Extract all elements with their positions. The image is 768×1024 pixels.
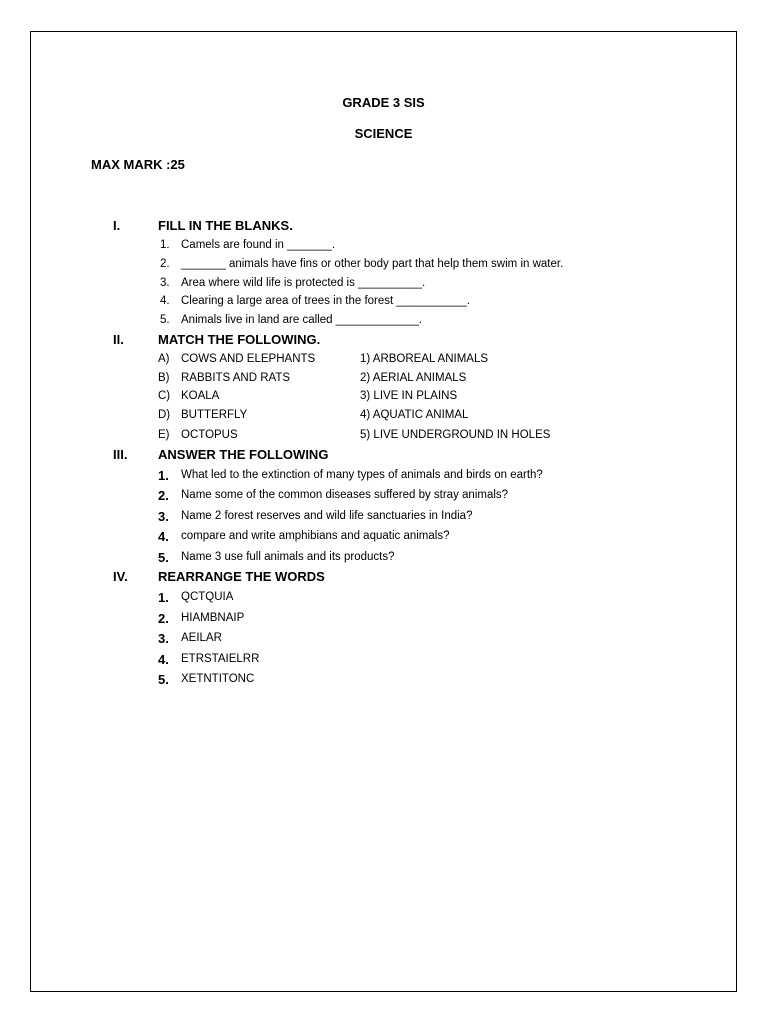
match-row-b-letter: B): [158, 372, 170, 384]
section-2-title: MATCH THE FOLLOWING.: [158, 332, 321, 347]
match-row-d-letter: D): [158, 409, 171, 421]
section-1-number: I.: [113, 218, 121, 233]
s4-item-5-number: 5.: [158, 672, 169, 687]
s4-item-5-text: XETNTITONC: [181, 673, 255, 685]
s1-item-3-number: 3.: [160, 277, 170, 289]
s4-item-4-text: ETRSTAIELRR: [181, 653, 260, 665]
s1-item-4-number: 4.: [160, 295, 170, 307]
match-row-c-left: KOALA: [181, 390, 220, 402]
s3-item-4-text: compare and write amphibians and aquatic animals?: [181, 530, 450, 542]
s1-item-1-number: 1.: [160, 239, 170, 251]
s1-item-3-text: Area where wild life is protected is __________.: [181, 277, 426, 289]
s4-item-3-number: 3.: [158, 631, 169, 646]
match-row-a-letter: A): [158, 353, 170, 365]
section-1-title: FILL IN THE BLANKS.: [158, 218, 293, 233]
s3-item-1-text: What led to the extinction of many types of animals and birds on earth?: [181, 469, 543, 481]
match-row-a-left: COWS AND ELEPHANTS: [181, 353, 316, 365]
subject-title: SCIENCE: [354, 126, 413, 141]
match-row-d-right: 4) AQUATIC ANIMAL: [360, 409, 469, 421]
s4-item-1-number: 1.: [158, 590, 169, 605]
match-row-e-right: 5) LIVE UNDERGROUND IN HOLES: [360, 429, 551, 441]
s4-item-2-number: 2.: [158, 611, 169, 626]
match-row-e-left: OCTOPUS: [181, 429, 238, 441]
s3-item-3-text: Name 2 forest reserves and wild life sanctuaries in India?: [181, 510, 473, 522]
s3-item-3-number: 3.: [158, 509, 169, 524]
match-row-c-right: 3) LIVE IN PLAINS: [360, 390, 458, 402]
s4-item-1-text: QCTQUIA: [181, 591, 234, 603]
s1-item-5-number: 5.: [160, 314, 170, 326]
match-row-c-letter: C): [158, 390, 171, 402]
s3-item-5-number: 5.: [158, 550, 169, 565]
s4-item-2-text: HIAMBNAIP: [181, 612, 245, 624]
document-page: [30, 31, 737, 992]
s3-item-5-text: Name 3 use full animals and its products?: [181, 551, 395, 563]
s3-item-1-number: 1.: [158, 468, 169, 483]
s3-item-2-number: 2.: [158, 488, 169, 503]
s1-item-4-text: Clearing a large area of trees in the forest ___________.: [181, 295, 470, 307]
section-3-number: III.: [113, 447, 128, 462]
section-4-title: REARRANGE THE WORDS: [158, 569, 325, 584]
s3-item-4-number: 4.: [158, 529, 169, 544]
match-row-d-left: BUTTERFLY: [181, 409, 248, 421]
s4-item-3-text: AEILAR: [181, 632, 222, 644]
grade-title: GRADE 3 SIS: [342, 95, 425, 110]
s3-item-2-text: Name some of the common diseases suffered by stray animals?: [181, 489, 509, 501]
s4-item-4-number: 4.: [158, 652, 169, 667]
match-row-a-right: 1) ARBOREAL ANIMALS: [360, 353, 489, 365]
s1-item-1-text: Camels are found in _______.: [181, 239, 336, 251]
s1-item-2-text: _______ animals have fins or other body part that help them swim in water.: [181, 258, 564, 270]
s1-item-2-number: 2.: [160, 258, 170, 270]
section-4-number: IV.: [113, 569, 128, 584]
s1-item-5-text: Animals live in land are called _____________.: [181, 314, 423, 326]
max-mark: MAX MARK :25: [91, 157, 185, 172]
match-row-b-right: 2) AERIAL ANIMALS: [360, 372, 467, 384]
section-2-number: II.: [113, 332, 124, 347]
section-3-title: ANSWER THE FOLLOWING: [158, 447, 329, 462]
match-row-b-left: RABBITS AND RATS: [181, 372, 291, 384]
match-row-e-letter: E): [158, 429, 170, 441]
